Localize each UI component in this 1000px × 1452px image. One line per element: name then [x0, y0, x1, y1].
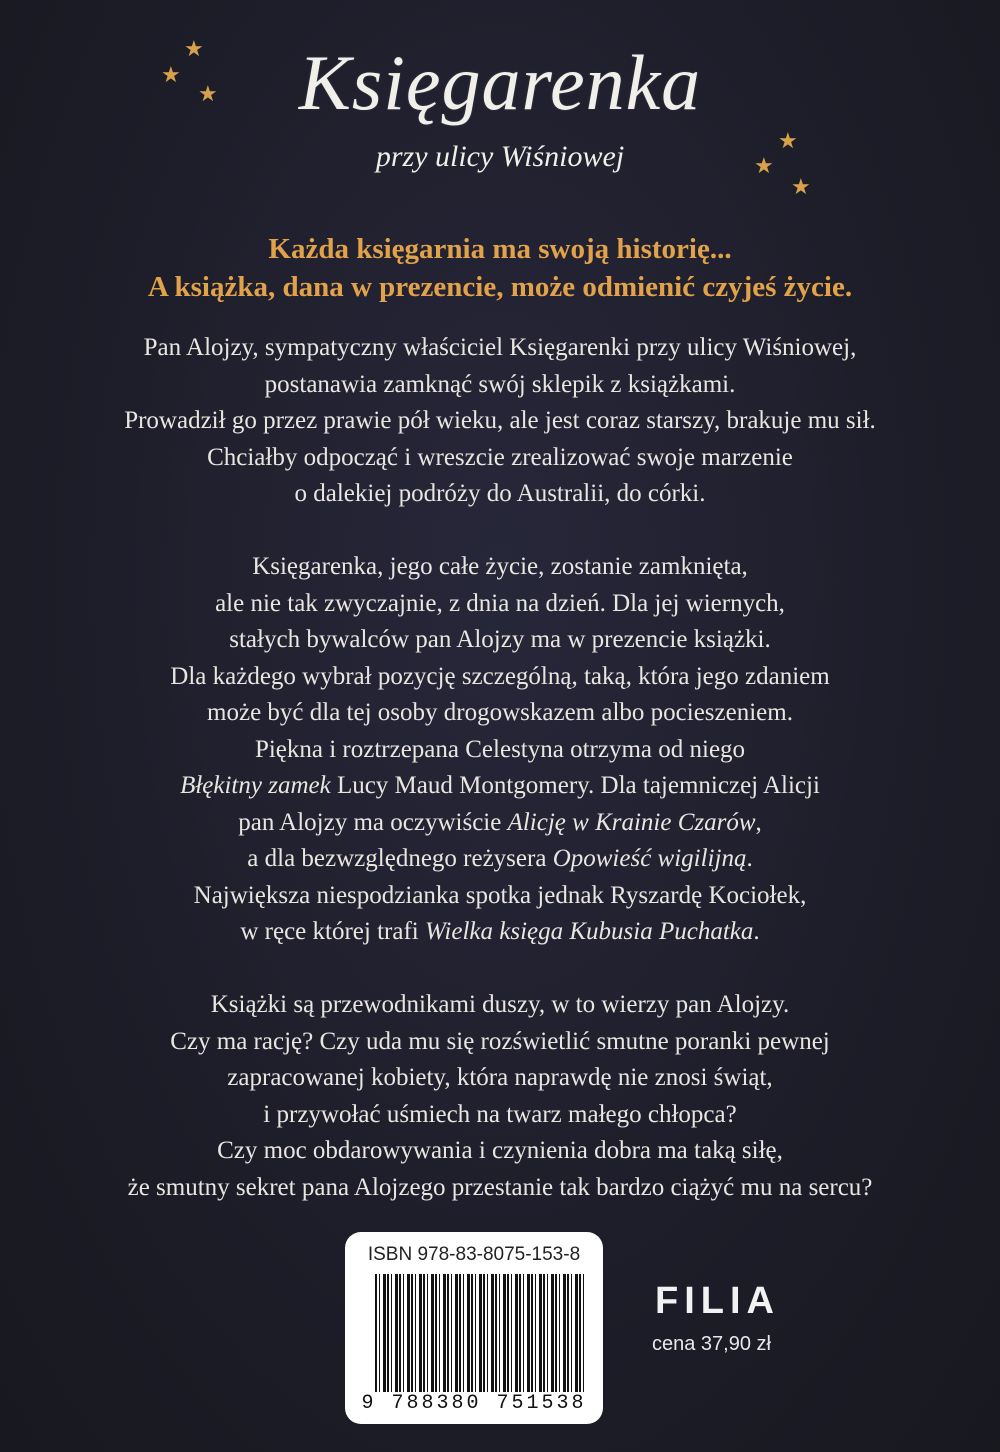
isbn-number: ISBN 978-83-8075-153-8 [367, 1244, 581, 1265]
text-fragment: w ręce której trafi [240, 918, 425, 945]
text-fragment: pan Alojzy ma oczywiście [238, 808, 508, 836]
description [30, 330, 970, 1243]
text-line: ale nie tak zwyczajnie, z dnia na dzień. Dla jej wiernych, [215, 589, 785, 617]
description-paragraph-1 [30, 330, 970, 513]
text-line: Prowadził go przez prawie pół wieku, ale jest coraz starszy, brakuje mu sił. [124, 407, 876, 434]
text-line: zapracowanej kobiety, która naprawdę nie znosi świąt, [227, 1064, 773, 1091]
text-line: Książki są przewodnikami duszy, w to wierzy pan Alojzy. [210, 991, 790, 1018]
barcode-icon [375, 1274, 585, 1392]
description-paragraph-3 [30, 987, 970, 1206]
text-line: że smutny sekret pana Alojzego przestanie tak bardzo ciążyć mu na sercu? [127, 1173, 873, 1201]
tagline-line: A książka, dana w prezencie, może odmienić czyjeś życie. [147, 271, 853, 303]
tagline [0, 230, 1000, 306]
text-line: może być dla tej osoby drogowskazem albo pocieszeniem. [207, 699, 793, 726]
star-icon: ★ [791, 174, 811, 199]
text-line: Piękna i roztrzepana Celestyna otrzyma od niego [254, 735, 746, 763]
text-fragment: a dla bezwzględnego reżysera [247, 845, 553, 872]
book-title: Księgarenka [298, 39, 702, 126]
star-icon: ★ [198, 81, 218, 106]
book-title-reference: Opowieść wigilijną [552, 845, 747, 872]
book-title-reference: Alicję w Krainie Czarów [507, 808, 756, 836]
text-line: postanawia zamknąć swój sklepik z książkami. [264, 370, 736, 398]
text-fragment: . [746, 845, 753, 872]
text-line: i przywołać uśmiech na twarz małego chłopca? [263, 1100, 737, 1128]
text-line [30, 841, 970, 878]
text-line: Pan Alojzy, sympatyczny właściciel Księgarenki przy ulicy Wiśniowej, [143, 334, 857, 361]
book-title-reference: Wielka księga Kubusia Puchatka [424, 918, 754, 945]
text-line: Dla każdego wybrał pozycję szczególną, taką, która jego zdaniem [170, 662, 830, 690]
text-line: Czy ma rację? Czy uda mu się rozświetlić smutne poranki pewnej [170, 1027, 830, 1055]
text-fragment: Lucy Maud Montgomery. Dla tajemniczej Alicji [330, 772, 820, 799]
price: cena 37,90 zł [652, 1333, 771, 1355]
text-line [30, 768, 970, 805]
star-icon: ★ [754, 153, 774, 178]
text-fragment: . [753, 918, 760, 945]
text-line: Chciałby odpocząć i wreszcie zrealizować swoje marzenie [207, 443, 793, 471]
description-paragraph-2 [30, 549, 970, 951]
barcode-label [345, 1232, 603, 1424]
publisher-logo: FILIA [655, 1280, 780, 1322]
book-title-reference: Błękitny zamek [180, 772, 331, 799]
text-line [30, 914, 970, 951]
tagline-line: Każda księgarnia ma swoją historię... [268, 233, 732, 265]
star-icon: ★ [778, 128, 798, 153]
barcode-digits: 9 788380 751538 [361, 1392, 587, 1415]
text-line: Czy moc obdarowywania i czynienia dobra ma taką siłę, [217, 1137, 783, 1164]
text-line: Największa niespodzianka spotka jednak Ryszardę Kociołek, [193, 881, 807, 909]
star-icon: ★ [161, 62, 181, 87]
text-line: Księgarenka, jego całe życie, zostanie zamknięta, [252, 553, 748, 580]
book-subtitle: przy ulicy Wiśniowej [375, 140, 625, 173]
text-line: stałych bywalców pan Alojzy ma w prezencie książki. [229, 626, 771, 653]
text-line: o dalekiej podróży do Australii, do córki. [294, 480, 706, 507]
text-fragment: , [755, 808, 762, 836]
text-line [30, 805, 970, 842]
star-icon: ★ [184, 36, 204, 61]
